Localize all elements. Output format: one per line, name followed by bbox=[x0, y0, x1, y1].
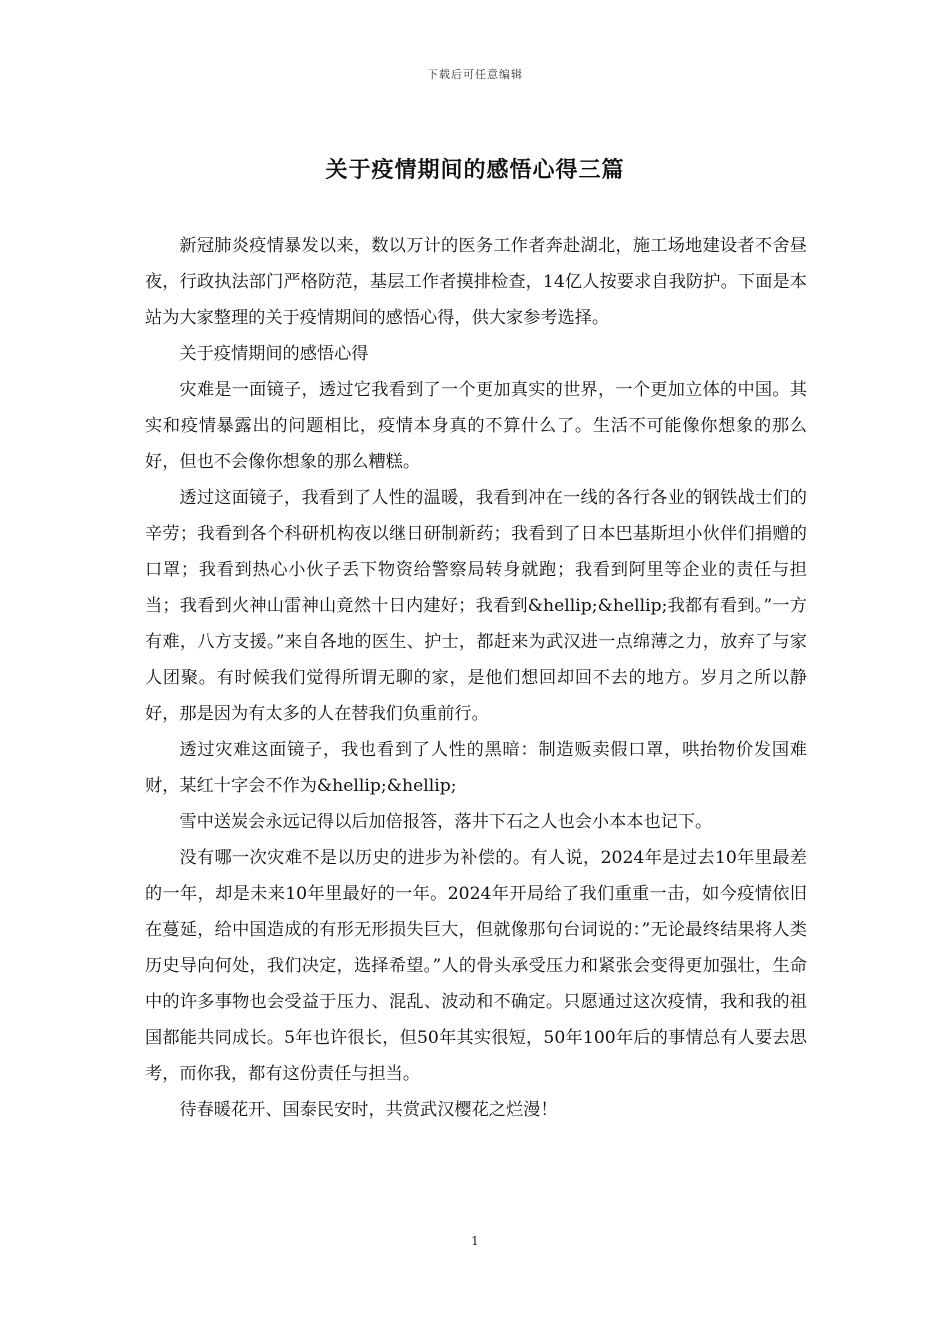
document-body bbox=[145, 228, 807, 1128]
document-title: 关于疫情期间的感悟心得三篇 bbox=[325, 157, 625, 183]
paragraph: 没有哪一次灾难不是以历史的进步为补偿的。有人说，2024年是过去10年里最差的一年，却是未来10年里最好的一年。2024年开局给了我们重重一击，如今疫情依旧在蔓延，给中国造成的有形无形损失巨大，但就像那句台词说的：”无论最终结果将人类历史导向何处，我们决定，选择希望。”人的骨头承受压力和紧张会变得更加强壮，生命中的许多事物也会受益于压力、混乱、波动和不确定。只愿通过这次疫情，我和我的祖国都能共同成长。5年也许很长，但50年其实很短，50年100年后的事情总有人要去思考，而你我，都有这份责任与担当。 bbox=[145, 848, 807, 1084]
page-number: 1 bbox=[471, 1234, 479, 1248]
paragraph: 透过灾难这面镜子，我也看到了人性的黑暗：制造贩卖假口罩，哄抬物价发国难财，某红十字会不作为&hellip;&hellip; bbox=[145, 740, 807, 796]
paragraph: 灾难是一面镜子，透过它我看到了一个更加真实的世界，一个更加立体的中国。其实和疫情暴露出的问题相比，疫情本身真的不算什么了。生活不可能像你想象的那么好，但也不会像你想象的那么糟糕。 bbox=[145, 380, 807, 472]
paragraph: 雪中送炭会永远记得以后加倍报答，落井下石之人也会小本本也记下。 bbox=[179, 812, 713, 832]
section-heading: 关于疫情期间的感悟心得 bbox=[179, 344, 369, 364]
paragraph-intro: 新冠肺炎疫情暴发以来，数以万计的医务工作者奔赴湖北，施工场地建设者不舍昼夜，行政执法部门严格防范，基层工作者摸排检查，14亿人按要求自我防护。下面是本站为大家整理的关于疫情期间的感悟心得，供大家参考选择。 bbox=[145, 236, 807, 328]
paragraph: 透过这面镜子，我看到了人性的温暖，我看到冲在一线的各行各业的钢铁战士们的辛劳；我看到各个科研机构夜以继日研制新药；我看到了日本巴基斯坦小伙伴们捐赠的口罩；我看到热心小伙子丢下物资给警察局转身就跑；我看到阿里等企业的责任与担当；我看到火神山雷神山竟然十日内建好；我看到&hellip;&hellip;我都有看到。”一方有难，八方支援。”来自各地的医生、护士，都赶来为武汉进一点绵薄之力，放弃了与家人团聚。有时候我们觉得所谓无聊的家，是他们想回却回不去的地方。岁月之所以静好，那是因为有太多的人在替我们负重前行。 bbox=[145, 488, 807, 724]
header-note: 下载后可任意编辑 bbox=[427, 68, 523, 81]
paragraph-closing: 待春暖花开、国泰民安时，共赏武汉樱花之烂漫！ bbox=[179, 1100, 558, 1120]
